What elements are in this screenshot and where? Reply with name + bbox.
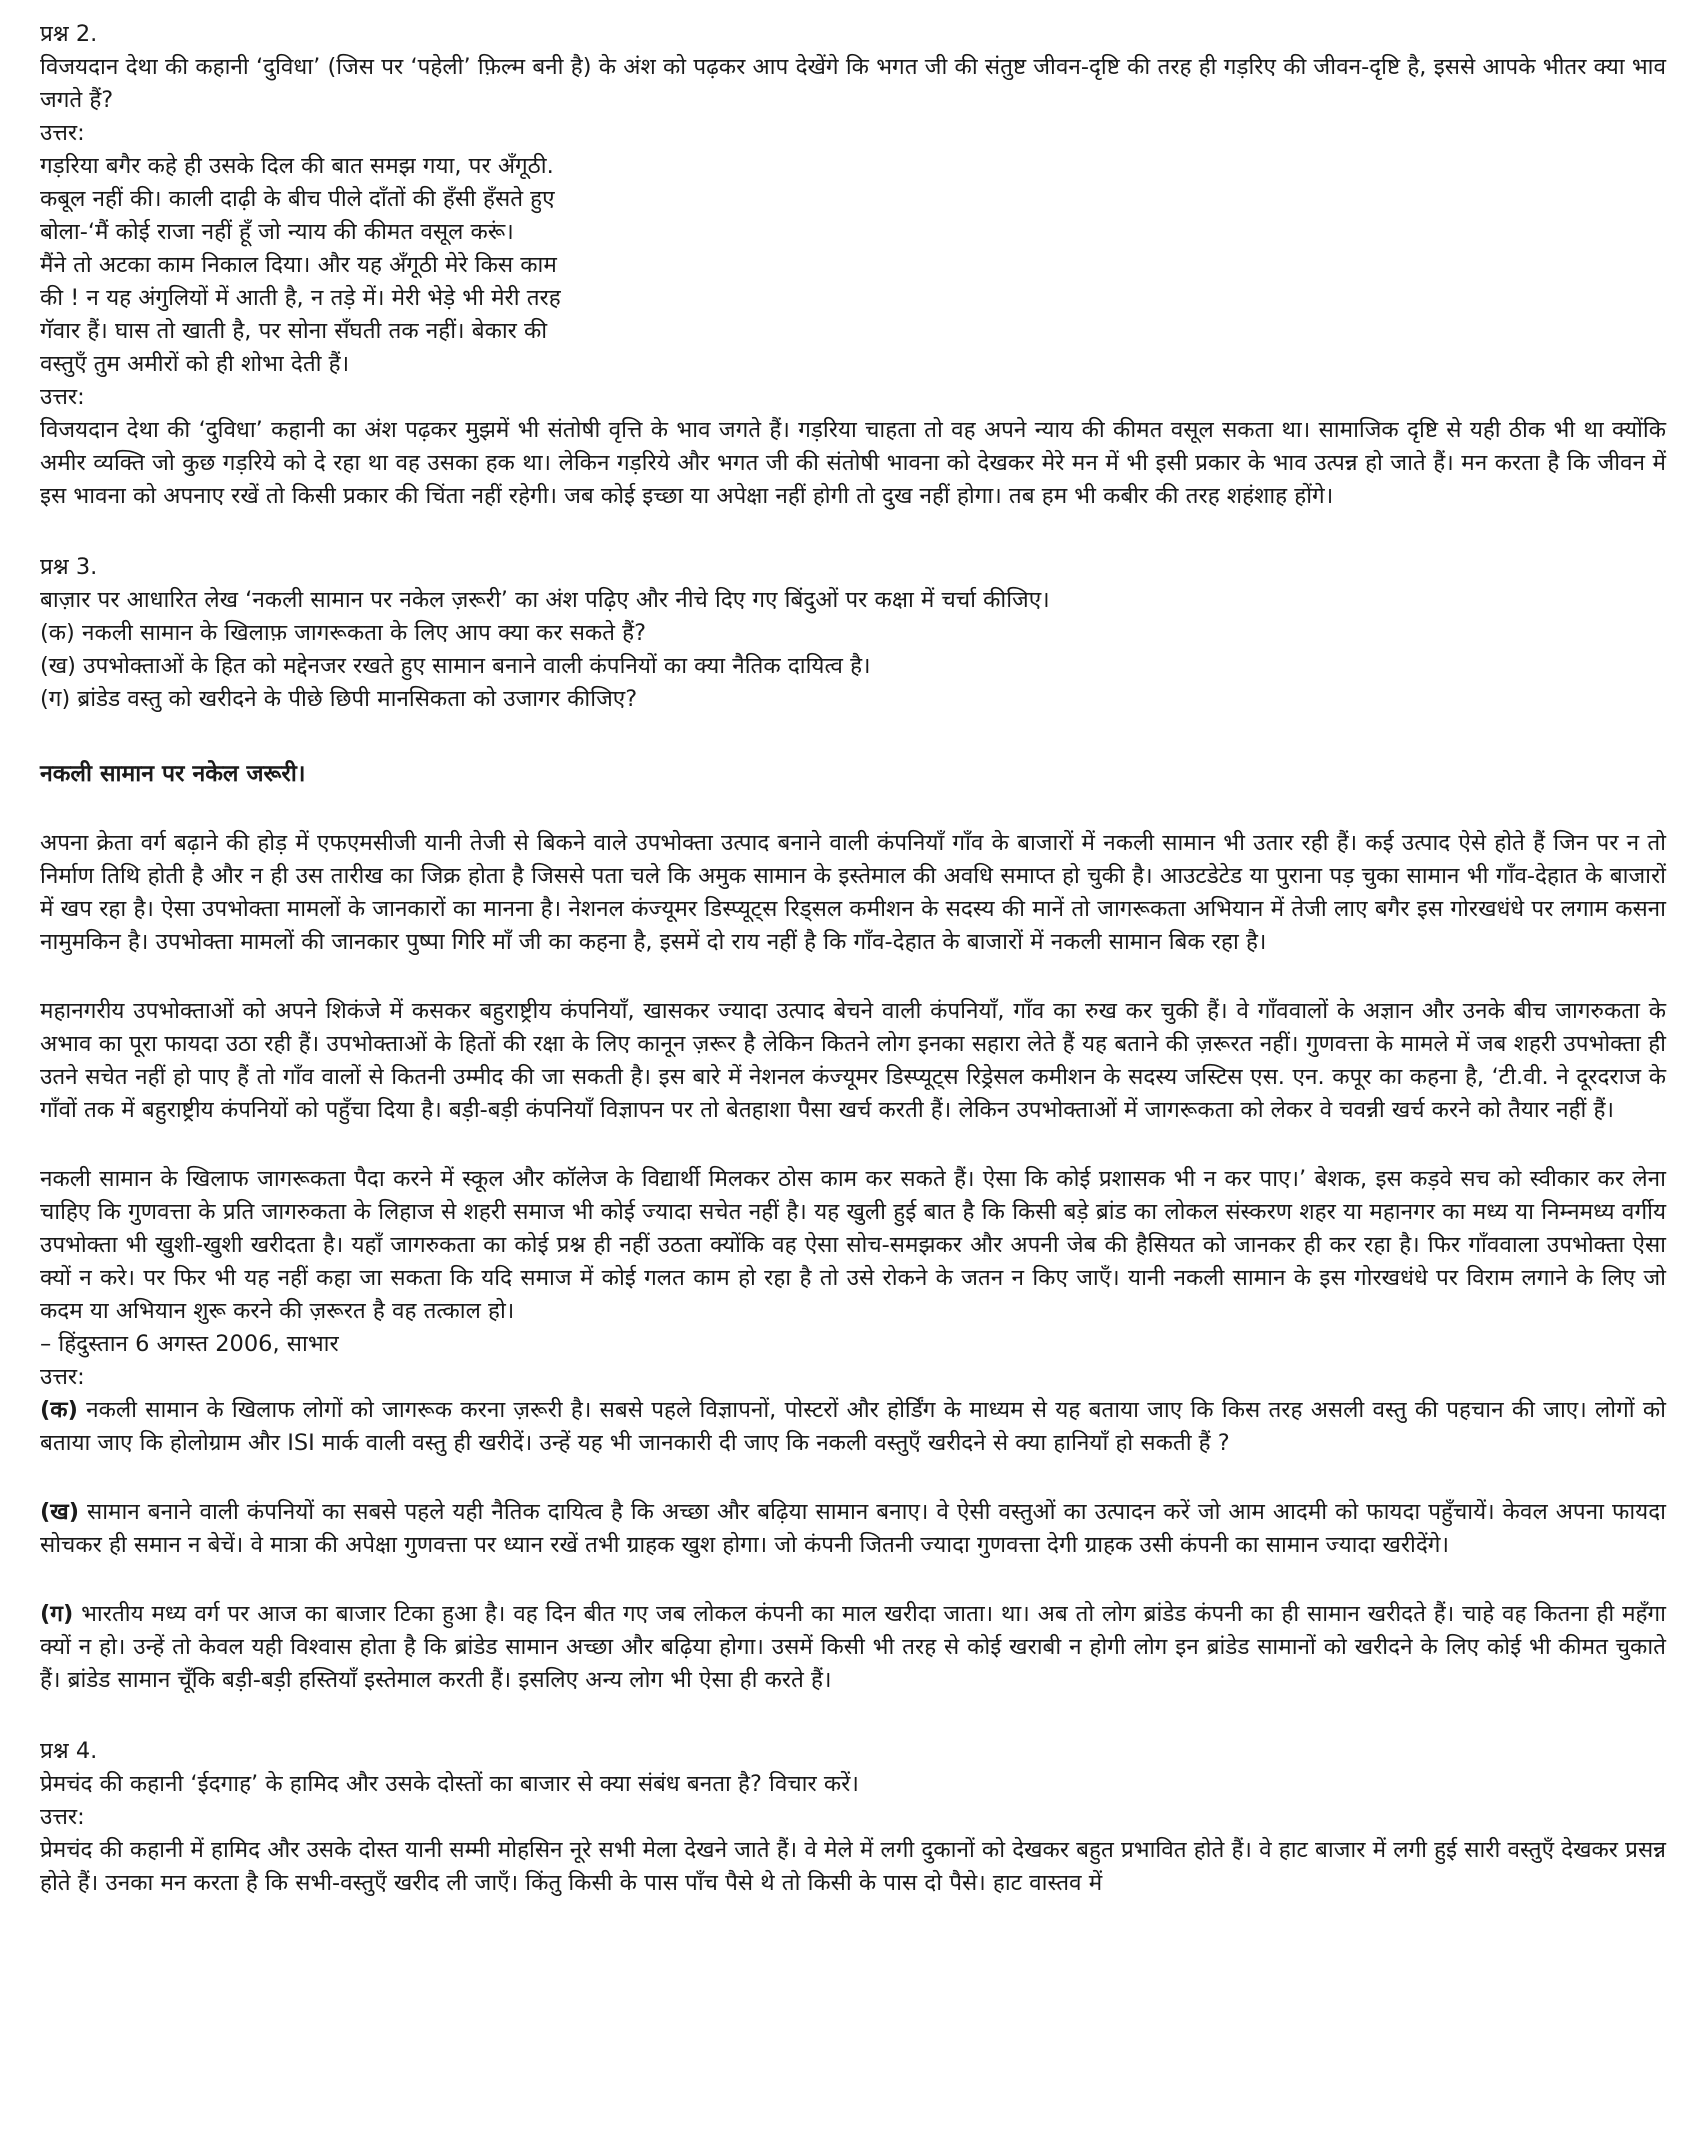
question-point: (ग) ब्रांडेड वस्तु को खरीदने के पीछे छिपी मानसिकता को उजागर कीजिए? <box>40 686 638 712</box>
answer-part-label: (ग) <box>40 1601 74 1627</box>
question-2-label: प्रश्न 2. <box>40 21 98 47</box>
answer-part-text: नकली सामान के खिलाफ लोगों को जागरूक करना ज़रूरी है। सबसे पहले विज्ञापनों, पोस्टरों और होर्डिंग के माध्यम से यह बताया जाए कि किस तरह असली वस्तु की पहचान की जाए। लोगों को बताया जाए कि होलोग्राम और ISI मार्क वाली वस्तु ही खरीदें। उन्हें यह भी जानकारी दी जाए कि नकली वस्तुएँ खरीदने से क्या हानियाँ हो सकती हैं ? <box>40 1397 1666 1456</box>
question-2 <box>40 18 1666 513</box>
answer-label: उत्तर: <box>40 384 85 410</box>
article-source: – हिंदुस्तान 6 अगस्त 2006, साभार <box>40 1331 339 1357</box>
excerpt-block <box>40 150 1666 381</box>
article-paragraph: महानगरीय उपभोक्ताओं को अपने शिकंजे में कसकर बहुराष्ट्रीय कंपनियाँ, खासकर ज्यादा उत्पाद बेचने वाली कंपनियाँ, गाँव का रुख कर चुकी हैं। वे गाँववालों के अज्ञान और उनके बीच जागरुकता के अभाव का पूरा फायदा उठा रही हैं। उपभोक्ताओं के हितों की रक्षा के लिए कानून ज़रूर है लेकिन कितने लोग इनका सहारा लेते हैं यह बताने की ज़रूरत नहीं। गुणवत्ता के मामले में जब शहरी उपभोक्ता ही उतने सचेत नहीं हो पाए हैं तो गाँव वालों से कितनी उम्मीद की जा सकती है। इस बारे में नेशनल कंज्यूमर डिस्प्यूट्स रिड्रेसल कमीशन के सदस्य जस्टिस एस. एन. कपूर का कहना है, ‘टी.वी. ने दूरदराज के गाँवों तक में बहुराष्ट्रीय कंपनियों को पहुँचा दिया है। बड़ी-बड़ी कंपनियाँ विज्ञापन पर तो बेतहाशा पैसा खर्च करती हैं। लेकिन उपभोक्ताओं में जागरूकता को लेकर वे चवन्नी खर्च करने को तैयार नहीं हैं। <box>40 998 1666 1123</box>
question-3 <box>40 551 1666 1697</box>
answer-label: उत्तर: <box>40 1364 85 1390</box>
question-4-answer: प्रेमचंद की कहानी में हामिद और उसके दोस्त यानी सम्मी मोहसिन नूरे सभी मेला देखने जाते हैं। वे मेले में लगी दुकानों को देखकर बहुत प्रभावित होते हैं। वे हाट बाजार में लगी हुई सारी वस्तुएँ देखकर प्रसन्न होते हैं। उनका मन करता है कि सभी-वस्तुएँ खरीद ली जाएँ। किंतु किसी के पास पाँच पैसे थे तो किसी के पास दो पैसे। हाट वास्तव में <box>40 1837 1666 1896</box>
excerpt-line: वस्तुएँ तुम अमीरों को ही शोभा देती हैं। <box>40 351 350 377</box>
excerpt-line: गड़रिया बगैर कहे ही उसके दिल की बात समझ गया, पर अँगूठी. <box>40 153 554 179</box>
excerpt-line: गॅवार हैं। घास तो खाती है, पर सोना सँघती तक नहीं। बेकार की <box>40 318 548 344</box>
question-3-label: प्रश्न 3. <box>40 554 98 580</box>
excerpt-line: की ! न यह अंगुलियों में आती है, न तड़े में। मेरी भेड़े भी मेरी तरह <box>40 285 561 311</box>
question-4-label: प्रश्न 4. <box>40 1738 98 1764</box>
answer-label: उत्तर: <box>40 120 85 146</box>
answer-part-label: (क) <box>40 1397 78 1423</box>
question-4-text: प्रेमचंद की कहानी ‘ईदगाह’ के हामिद और उसके दोस्तों का बाजार से क्या संबंध बनता है? विचार करें। <box>40 1771 859 1797</box>
answer-part-text: भारतीय मध्य वर्ग पर आज का बाजार टिका हुआ है। वह दिन बीत गए जब लोकल कंपनी का माल खरीदा जाता। था। अब तो लोग ब्रांडेड कंपनी का ही सामान खरीदते हैं। चाहे वह कितना ही महँगा क्यों न हो। उन्हें तो केवल यही विश्वास होता है कि ब्रांडेड सामान अच्छा और बढ़िया होगा। उसमें किसी भी तरह से कोई खराबी न होगी लोग इन ब्रांडेड सामानों को खरीदने के लिए कोई भी कीमत चुकाते हैं। ब्रांडेड सामान चूँकि बड़ी-बड़ी हस्तियाँ इस्तेमाल करती हैं। इसलिए अन्य लोग भी ऐसा ही करते हैं। <box>40 1601 1666 1693</box>
question-point: (ख) उपभोक्ताओं के हित को मद्देनजर रखते हुए सामान बनाने वाली कंपनियों का क्या नैतिक दायित्व है। <box>40 653 871 679</box>
answer-part-label: (ख) <box>40 1499 79 1525</box>
excerpt-line: मैंने तो अटका काम निकाल दिया। और यह अँगूठी मेरे किस काम <box>40 252 557 278</box>
answer-part-text: सामान बनाने वाली कंपनियों का सबसे पहले यही नैतिक दायित्व है कि अच्छा और बढ़िया सामान बनाए। वे ऐसी वस्तुओं का उत्पादन करें जो आम आदमी को फायदा पहुँचायें। केवल अपना फायदा सोचकर ही समान न बेचें। वे मात्रा की अपेक्षा गुणवत्ता पर ध्यान रखें तभी ग्राहक खुश होगा। जो कंपनी जितनी ज्यादा गुणवत्ता देगी ग्राहक उसी कंपनी का सामान ज्यादा खरीदेंगे। <box>40 1499 1666 1558</box>
answer-part-kha <box>40 1496 1666 1562</box>
excerpt-line: कबूल नहीं की। काली दाढ़ी के बीच पीले दाँतों की हँसी हँसते हुए <box>40 186 555 212</box>
excerpt-line: बोला-‘मैं कोई राजा नहीं हूँ जो न्याय की कीमत वसूल करूं। <box>40 219 514 245</box>
question-3-text: बाज़ार पर आधारित लेख ‘नकली सामान पर नकेल ज़रूरी’ का अंश पढ़िए और नीचे दिए गए बिंदुओं पर कक्षा में चर्चा कीजिए। <box>40 587 1050 613</box>
question-2-answer: विजयदान देथा की ‘दुविधा’ कहानी का अंश पढ़कर मुझमें भी संतोषी वृत्ति के भाव जगते हैं। गड़रिया चाहता तो वह अपने न्याय की कीमत वसूल सकता था। सामाजिक दृष्टि से यही ठीक भी था क्योंकि अमीर व्यक्ति जो कुछ गड़रिये को दे रहा था वह उसका हक था। लेकिन गड़रिये और भगत जी की संतोषी भावना को देखकर मेरे मन में भी इसी प्रकार के भाव उत्पन्न हो जाते हैं। मन करता है कि जीवन में इस भावना को अपनाए रखें तो किसी प्रकार की चिंता नहीं रहेगी। जब कोई इच्छा या अपेक्षा नहीं होगी तो दुख नहीं होगा। तब हम भी कबीर की तरह शहंशाह होंगे। <box>40 417 1666 509</box>
article-title: नकली सामान पर नकेल जरूरी। <box>40 761 306 787</box>
answer-part-ga <box>40 1598 1666 1697</box>
question-4 <box>40 1735 1666 1900</box>
article-paragraph: नकली सामान के खिलाफ जागरूकता पैदा करने में स्कूल और कॉलेज के विद्यार्थी मिलकर ठोस काम कर सकते हैं। ऐसा कि कोई प्रशासक भी न कर पाए।’ बेशक, इस कड़वे सच को स्वीकार कर लेना चाहिए कि गुणवत्ता के प्रति जागरुकता के लिहाज से शहरी समाज भी कोई ज्यादा सचेत नहीं है। यह खुली हुई बात है कि किसी बड़े ब्रांड का लोकल संस्करण शहर या महानगर का मध्य या निम्नमध्य वर्गीय उपभोक्ता भी खुशी-खुशी खरीदता है। यहाँ जागरुकता का कोई प्रश्न ही नहीं उठता क्योंकि वह ऐसा सोच-समझकर और अपनी जेब की हैसियत को जानकर ही कर रहा है। फिर गाँववाला उपभोक्ता ऐसा क्यों न करे। पर फिर भी यह नहीं कहा जा सकता कि यदि समाज में कोई गलत काम हो रहा है तो उसे रोकने के जतन न किए जाएँ। यानी नकली सामान के इस गोरखधंधे पर विराम लगाने के लिए जो कदम या अभियान शुरू करने की ज़रूरत है वह तत्काल हो। <box>40 1166 1666 1324</box>
question-2-text: विजयदान देथा की कहानी ‘दुविधा’ (जिस पर ‘पहेली’ फ़िल्म बनी है) के अंश को पढ़कर आप देखेंगे कि भगत जी की संतुष्ट जीवन-दृष्टि की तरह ही गड़रिए की जीवन-दृष्टि है, इससे आपके भीतर क्या भाव जगते हैं? <box>40 54 1666 113</box>
answer-label: उत्तर: <box>40 1804 85 1830</box>
question-point: (क) नकली सामान के खिलाफ़ जागरूकता के लिए आप क्या कर सकते हैं? <box>40 620 647 646</box>
article-paragraph: अपना क्रेता वर्ग बढ़ाने की होड़ में एफएमसीजी यानी तेजी से बिकने वाले उपभोक्ता उत्पाद बनाने वाली कंपनियाँ गाँव के बाजारों में नकली सामान भी उतार रही हैं। कई उत्पाद ऐसे होते हैं जिन पर न तो निर्माण तिथि होती है और न ही उस तारीख का जिक्र होता है जिससे पता चले कि अमुक सामान के इस्तेमाल की अवधि समाप्त हो चुकी है। आउटडेटेड या पुराना पड़ चुका सामान भी गाँव-देहात के बाजारों में खप रहा है। ऐसा उपभोक्ता मामलों के जानकारों का मानना है। नेशनल कंज्यूमर डिस्प्यूट्स रिड्सल कमीशन के सदस्य की मानें तो जागरूकता अभियान में तेजी लाए बगैर इस गोरखधंधे पर लगाम कसना नामुमकिन है। उपभोक्ता मामलों की जानकार पुष्पा गिरि माँ जी का कहना है, इसमें दो राय नहीं है कि गाँव-देहात के बाजारों में नकली सामान बिक रहा है। <box>40 830 1666 955</box>
answer-part-ka <box>40 1394 1666 1460</box>
